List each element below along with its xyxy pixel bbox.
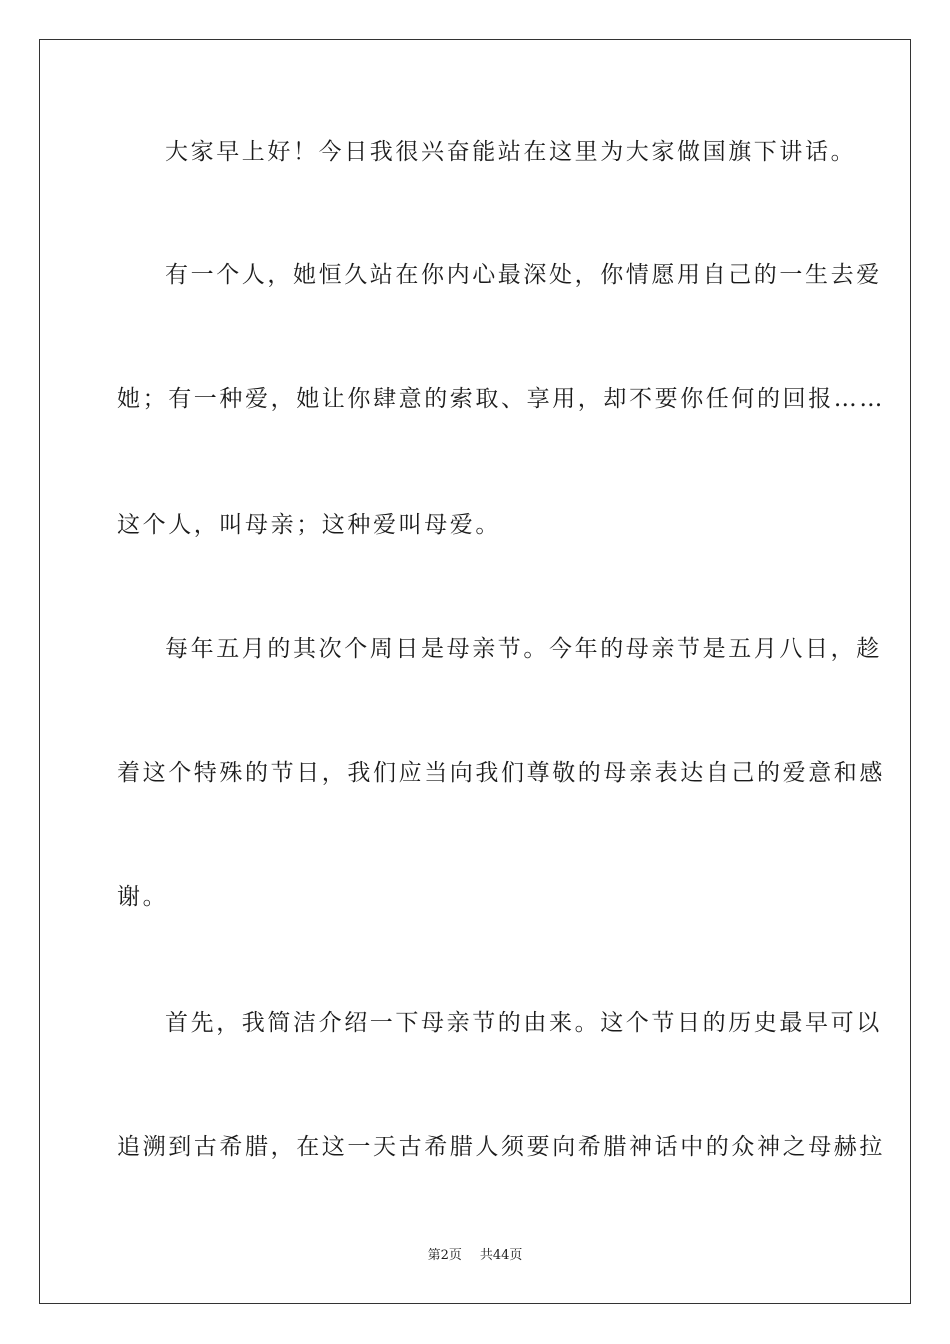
paragraph-line: 她；有一种爱，她让你肆意的索取、享用，却不要你任何的回报…… — [117, 386, 885, 412]
paragraph-line: 着这个特殊的节日，我们应当向我们尊敬的母亲表达自己的爱意和感 — [117, 760, 885, 786]
paragraph-line: 大家早上好！今日我很兴奋能站在这里为大家做国旗下讲话。 — [165, 139, 857, 165]
paragraph-line: 追溯到古希腊，在这一天古希腊人须要向希腊神话中的众神之母赫拉 — [117, 1134, 885, 1160]
page-border — [39, 39, 911, 1304]
page-total: 共44页 — [479, 1248, 523, 1263]
paragraph-line: 谢。 — [117, 884, 169, 910]
paragraph-line: 这个人，叫母亲；这种爱叫母爱。 — [117, 512, 501, 538]
paragraph-line: 有一个人，她恒久站在你内心最深处，你情愿用自己的一生去爱 — [165, 262, 882, 288]
paragraph-line: 每年五月的其次个周日是母亲节。今年的母亲节是五月八日，趁 — [165, 636, 882, 662]
page-number: 第2页 — [427, 1248, 462, 1263]
page-footer — [0, 1247, 950, 1265]
paragraph-line: 首先，我简洁介绍一下母亲节的由来。这个节日的历史最早可以 — [165, 1010, 882, 1036]
